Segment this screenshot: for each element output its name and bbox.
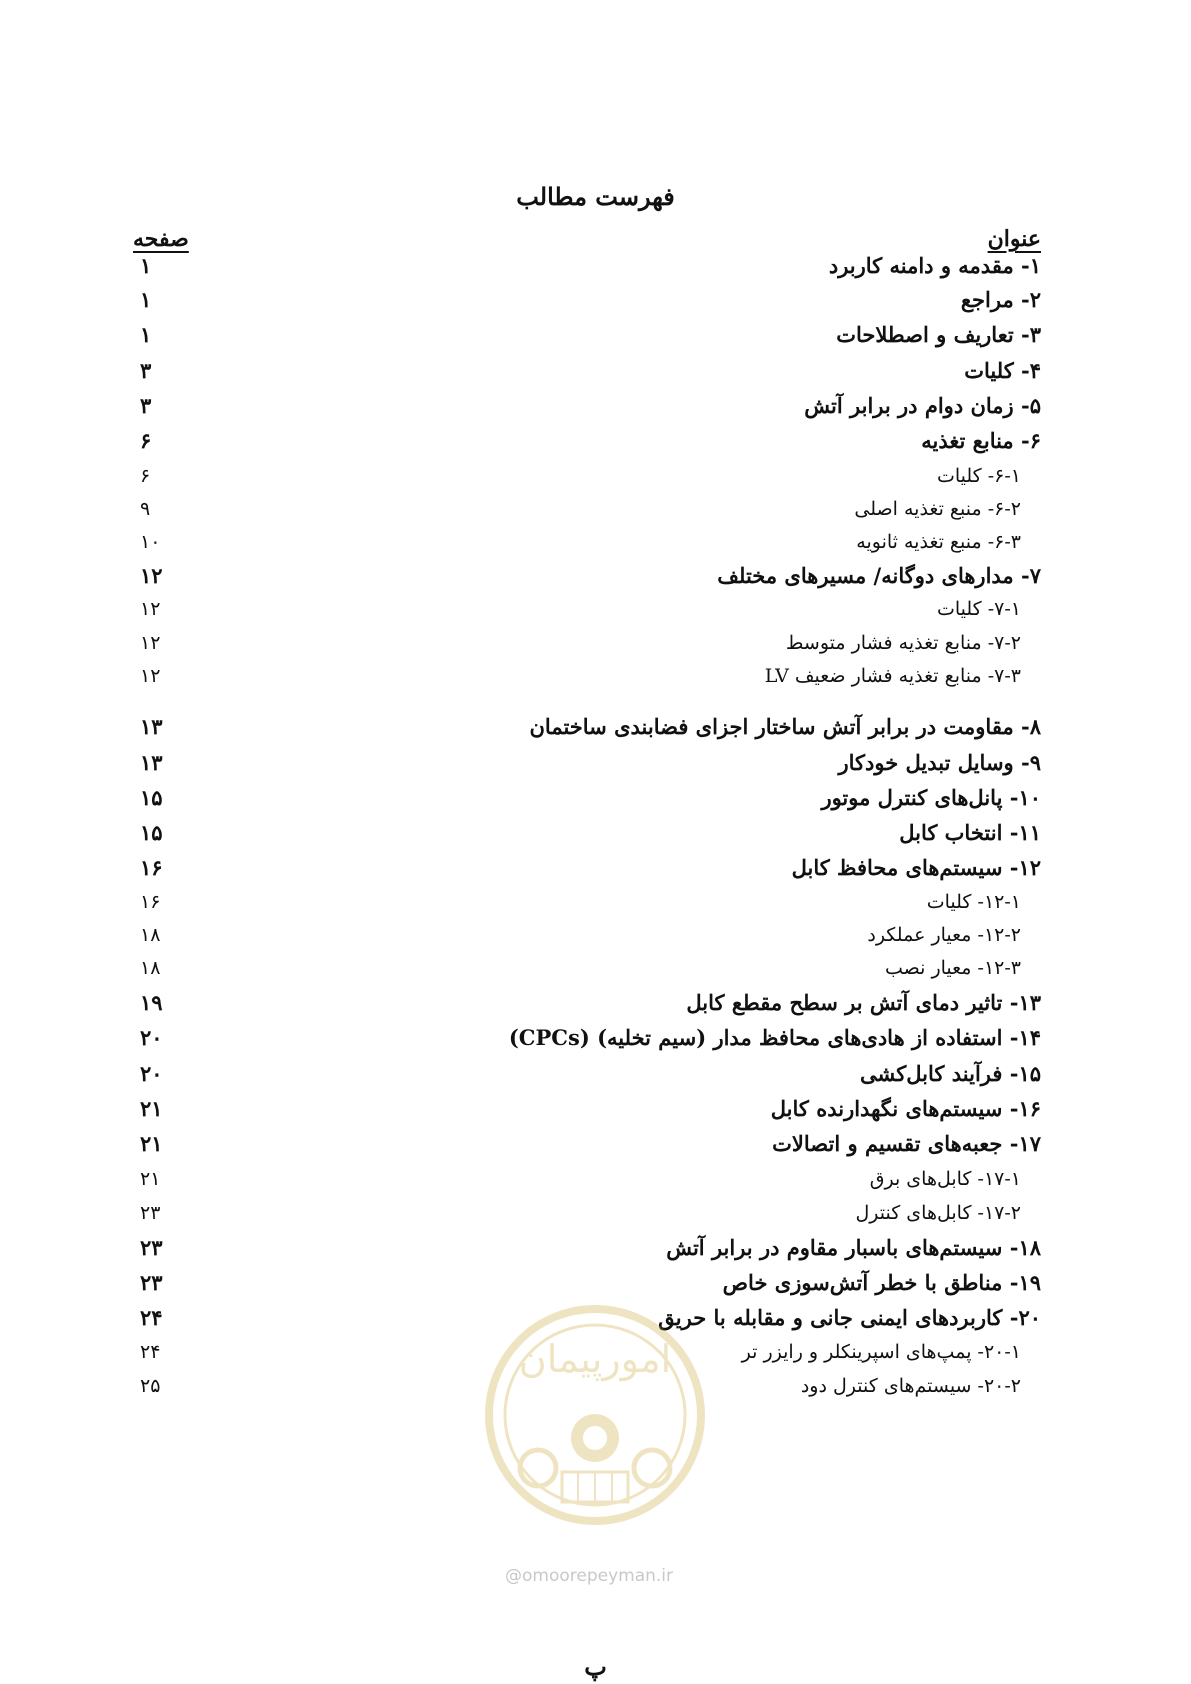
toc-entry-title: ۶-۱- کلیات bbox=[936, 465, 1021, 487]
toc-entry-title: ۱۹- مناطق با خطر آتش‌سوزی خاص bbox=[722, 1270, 1041, 1295]
toc-entry-title: ۱۲-۱- کلیات bbox=[926, 891, 1021, 913]
toc-entry-title: ۱۷-۲- کابل‌های کنترل bbox=[855, 1202, 1021, 1224]
toc-entry bbox=[0, 285, 1191, 315]
toc-entry-page: ۱۶ bbox=[140, 891, 161, 913]
toc-entry bbox=[0, 461, 1191, 491]
toc-entry-title: ۲۰-۱- پمپ‌های اسپرینکلر و رایزر تر bbox=[741, 1341, 1021, 1363]
toc-entry bbox=[0, 818, 1191, 848]
toc-entry-page: ۲۳ bbox=[140, 1270, 163, 1295]
toc-entry-page: ۱۵ bbox=[140, 785, 163, 810]
toc-entry-title: ۶- منابع تغذیه bbox=[921, 428, 1041, 453]
toc-entry-title: ۴- کلیات bbox=[964, 358, 1041, 383]
toc-entry-page: ۶ bbox=[140, 465, 151, 487]
toc-entry-page: ۲۰ bbox=[140, 1025, 163, 1050]
toc-entry-page: ۱۶ bbox=[140, 855, 163, 880]
toc-entry-title: ۲۰- کاربردهای ایمنی جانی و مقابله با حریق bbox=[658, 1305, 1041, 1330]
column-header-title: عنوان bbox=[987, 226, 1041, 252]
watermark-logo-text: امورپیمان bbox=[518, 1337, 672, 1381]
toc-entry-page: ۱ bbox=[140, 322, 152, 347]
toc-entry-title: ۲- مراجع bbox=[960, 287, 1041, 312]
toc-entry bbox=[0, 1233, 1191, 1263]
toc-entry-page: ۱۸ bbox=[140, 924, 161, 946]
toc-entry-page: ۱۵ bbox=[140, 820, 163, 845]
toc-entry-page: ۲۴ bbox=[140, 1305, 163, 1330]
toc-entry-page: ۲۱ bbox=[140, 1131, 163, 1156]
toc-entry-page: ۱۹ bbox=[140, 990, 163, 1015]
toc-entry-title: ۱۱- انتخاب کابل bbox=[899, 820, 1041, 845]
toc-entry-title: ۳- تعاریف و اصطلاحات bbox=[836, 322, 1041, 347]
toc-entry bbox=[0, 426, 1191, 456]
toc-entry-page: ۶ bbox=[140, 428, 152, 453]
toc-entry-page: ۱۲ bbox=[140, 632, 161, 654]
toc-entry-title: ۱۲- سیستم‌های محافظ کابل bbox=[791, 855, 1041, 880]
toc-entry-title: ۹- وسایل تبدیل خودکار bbox=[838, 750, 1041, 775]
toc-entry-page: ۱۳ bbox=[140, 750, 163, 775]
toc-entry bbox=[0, 1129, 1191, 1159]
column-header-page: صفحه bbox=[133, 226, 189, 252]
toc-entry bbox=[0, 628, 1191, 658]
toc-entry bbox=[0, 1094, 1191, 1124]
toc-entry bbox=[0, 853, 1191, 883]
toc-entry-title: ۱۲-۳- معیار نصب bbox=[884, 957, 1021, 979]
toc-entry-page: ۱۲ bbox=[140, 665, 161, 687]
toc-entry bbox=[0, 251, 1191, 281]
toc-entry bbox=[0, 1023, 1191, 1053]
toc-entry bbox=[0, 594, 1191, 624]
toc-entry bbox=[0, 1268, 1191, 1298]
page-number: پ bbox=[584, 1652, 607, 1681]
toc-entry bbox=[0, 661, 1191, 691]
toc-entry-title: ۸- مقاومت در برابر آتش ساختار اجزای فضابندی ساختمان bbox=[529, 714, 1041, 739]
toc-entry-title: ۱۴- استفاده از هادی‌های محافظ مدار (سیم تخلیه) (CPCs) bbox=[508, 1025, 1041, 1050]
toc-entry-title: ۷- مدارهای دوگانه/ مسیرهای مختلف bbox=[717, 563, 1041, 588]
toc-entry-title: ۷-۲- منابع تغذیه فشار متوسط bbox=[785, 632, 1021, 654]
toc-entry-title: ۶-۳- منبع تغذیه ثانویه bbox=[856, 531, 1021, 553]
toc-entry-title: ۷-۱- کلیات bbox=[936, 598, 1021, 620]
toc-entry-title: ۱۵- فرآیند کابل‌کشی bbox=[860, 1061, 1041, 1086]
watermark-logo bbox=[480, 1300, 710, 1530]
toc-entry-title: ۱۲-۲- معیار عملکرد bbox=[867, 924, 1021, 946]
toc-entry bbox=[0, 1059, 1191, 1089]
toc-entry-title: ۱۰- پانل‌های کنترل موتور bbox=[821, 785, 1041, 810]
toc-entry-page: ۱۰ bbox=[140, 531, 161, 553]
toc-entry-page: ۱۸ bbox=[140, 957, 161, 979]
toc-entry-title: ۱۶- سیستم‌های نگهدارنده کابل bbox=[770, 1096, 1041, 1121]
toc-entry-title: ۱- مقدمه و دامنه کاربرد bbox=[828, 253, 1041, 278]
toc-entry-page: ۱ bbox=[140, 253, 152, 278]
toc-entry-title: ۱۷- جعبه‌های تقسیم و اتصالات bbox=[772, 1131, 1041, 1156]
toc-entry bbox=[0, 527, 1191, 557]
toc-entry-title: ۱۳- تاثیر دمای آتش بر سطح مقطع کابل bbox=[686, 990, 1041, 1015]
toc-entry-title: ۲۰-۲- سیستم‌های کنترل دود bbox=[800, 1375, 1021, 1397]
toc-entry-page: ۲۱ bbox=[140, 1168, 161, 1190]
toc-entry-page: ۲۱ bbox=[140, 1096, 163, 1121]
toc-entry bbox=[0, 953, 1191, 983]
toc-entry-page: ۲۰ bbox=[140, 1061, 163, 1086]
toc-entry-page: ۱۲ bbox=[140, 563, 163, 588]
toc-entry bbox=[0, 1198, 1191, 1228]
toc-entry-title: ۵- زمان دوام در برابر آتش bbox=[804, 393, 1041, 418]
toc-entry-title: ۱۷-۱- کابل‌های برق bbox=[869, 1168, 1021, 1190]
toc-entry-page: ۱ bbox=[140, 287, 152, 312]
toc-entry bbox=[0, 783, 1191, 813]
toc-entry bbox=[0, 1164, 1191, 1194]
toc-entry-page: ۲۳ bbox=[140, 1235, 163, 1260]
toc-entry bbox=[0, 494, 1191, 524]
toc-entry-title: ۷-۳- منابع تغذیه فشار ضعیف LV bbox=[764, 665, 1021, 687]
toc-entry bbox=[0, 320, 1191, 350]
toc-entry bbox=[0, 391, 1191, 421]
page-title: فهرست مطالب bbox=[516, 182, 675, 211]
toc-entry-page: ۲۴ bbox=[140, 1341, 161, 1363]
toc-entry-page: ۲۳ bbox=[140, 1202, 161, 1224]
toc-entry bbox=[0, 748, 1191, 778]
toc-entry-page: ۱۳ bbox=[140, 714, 163, 739]
toc-entry-page: ۳ bbox=[140, 358, 152, 383]
toc-entry-page: ۱۲ bbox=[140, 598, 161, 620]
toc-entry-page: ۲۵ bbox=[140, 1375, 161, 1397]
toc-entry-page: ۳ bbox=[140, 393, 152, 418]
toc-entry bbox=[0, 920, 1191, 950]
toc-entry bbox=[0, 988, 1191, 1018]
toc-entry bbox=[0, 887, 1191, 917]
toc-entry-title: ۶-۲- منبع تغذیه اصلی bbox=[854, 498, 1021, 520]
toc-entry-title: ۱۸- سیستم‌های باسبار مقاوم در برابر آتش bbox=[666, 1235, 1041, 1260]
toc-entry bbox=[0, 561, 1191, 591]
toc-entry bbox=[0, 356, 1191, 386]
toc-entry-page: ۹ bbox=[140, 498, 151, 520]
toc-entry bbox=[0, 712, 1191, 742]
watermark-site: @omoorepeyman.ir bbox=[505, 1566, 674, 1586]
